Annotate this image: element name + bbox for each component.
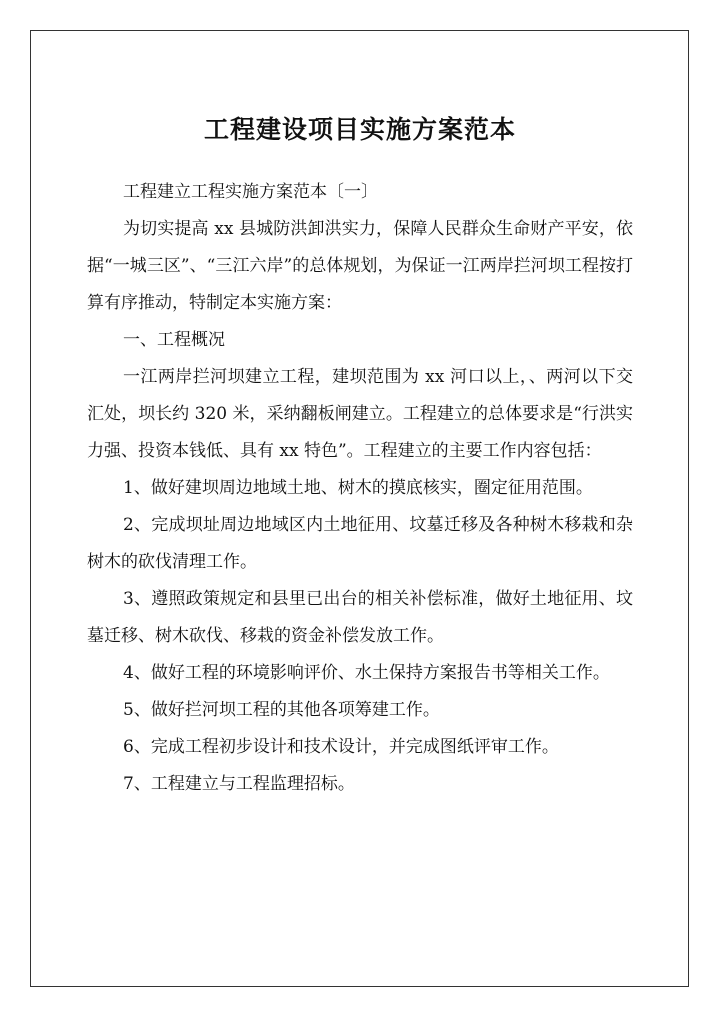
section-heading: 一、工程概况	[123, 330, 225, 350]
overview-paragraph: 一江两岸拦河坝建立工程，建坝范围为 xx 河口以上，、两河以下交汇处，坝长约 320 米，采纳翻板闸建立。工程建立的总体要求是“行洪实力强、投资本钱低、具有 xx 特色”。工程建立的主要工作内容包括：	[87, 367, 633, 461]
list-item: 1、做好建坝周边地域土地、树木的摸底核实，圈定征用范围。	[123, 478, 593, 498]
list-item: 5、做好拦河坝工程的其他各项筹建工作。	[123, 700, 440, 720]
list-item: 3、遵照政策规定和县里已出台的相关补偿标准，做好土地征用、坟墓迁移、树木砍伐、移栽的资金补偿发放工作。	[87, 589, 633, 646]
document-body	[87, 174, 633, 803]
document-title: 工程建设项目实施方案范本	[203, 115, 516, 144]
subtitle-paragraph: 工程建立工程实施方案范本〔一〕	[123, 182, 378, 202]
list-item: 7、工程建立与工程监理招标。	[123, 774, 355, 794]
intro-paragraph: 为切实提高 xx 县城防洪卸洪实力，保障人民群众生命财产平安，依据“一城三区”、“三江六岸”的总体规划，为保证一江两岸拦河坝工程按打算有序推动，特制定本实施方案：	[87, 219, 633, 313]
list-item: 4、做好工程的环境影响评价、水土保持方案报告书等相关工作。	[123, 663, 610, 683]
list-item: 6、完成工程初步设计和技术设计，并完成图纸评审工作。	[123, 737, 559, 757]
list-item: 2、完成坝址周边地域区内土地征用、坟墓迁移及各种树木移栽和杂树木的砍伐清理工作。	[87, 515, 633, 572]
